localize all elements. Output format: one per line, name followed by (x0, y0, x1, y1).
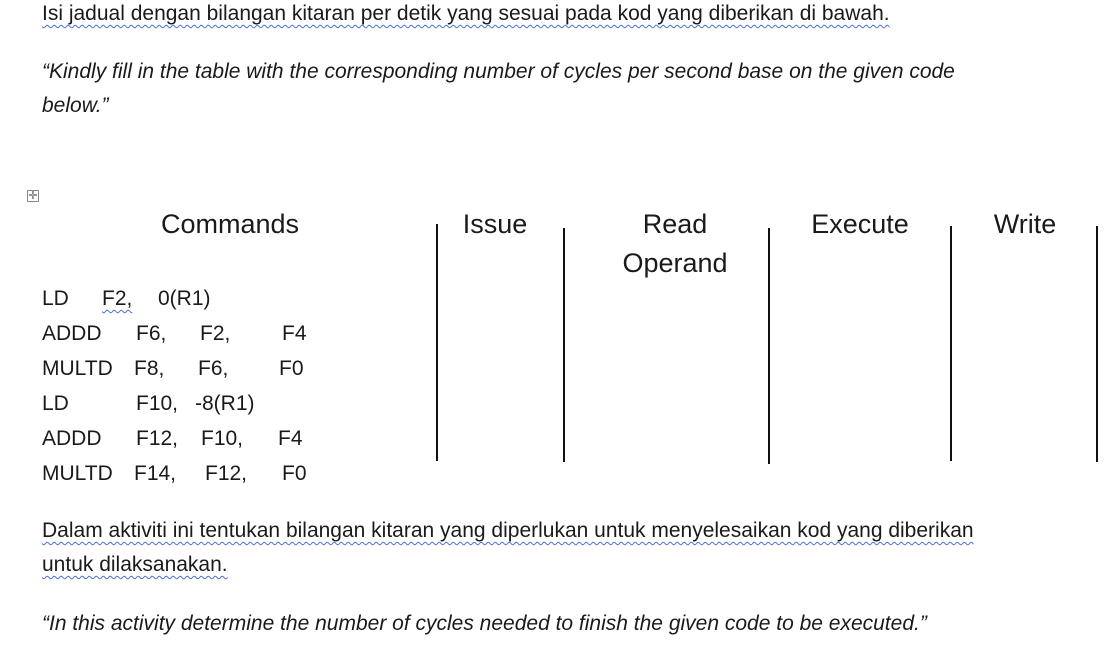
command-op: ADDD (42, 322, 102, 345)
command-arg-2: F12, (205, 462, 248, 485)
command-arg-2: 0(R1) (158, 287, 211, 310)
command-arg-3: F4 (278, 427, 303, 450)
command-arg-1: F12, (136, 427, 179, 450)
column-divider (768, 228, 770, 464)
command-arg-3: F0 (282, 462, 307, 485)
header-read-line1: Read (642, 209, 708, 239)
command-arg-2: F10, (201, 427, 244, 450)
column-divider (1096, 226, 1098, 462)
command-arg-2: F2, (200, 322, 231, 345)
instruction-english-line2: below.” (42, 94, 109, 117)
column-divider (436, 224, 438, 461)
command-arg-1: F2, (102, 287, 133, 310)
command-arg-1: F10, (136, 392, 179, 415)
header-read-operand (585, 205, 765, 283)
activity-malay (42, 514, 974, 582)
command-arg-1: F8, (134, 357, 165, 380)
command-arg-1: F14, (134, 462, 177, 485)
activity-english: “In this activity determine the number of cycles needed to finish the given code to be executed.” (42, 612, 927, 635)
header-write: Write (993, 209, 1057, 239)
command-op: LD (42, 287, 69, 310)
command-op: LD (42, 392, 69, 415)
activity-malay-line2: untuk dilaksanakan. (42, 553, 228, 576)
header-commands: Commands (160, 209, 300, 239)
command-arg-3: F0 (279, 357, 304, 380)
header-read-line2: Operand (622, 248, 728, 278)
column-divider (563, 228, 565, 462)
command-arg-2: F6, (198, 357, 229, 380)
command-arg-2: -8(R1) (195, 392, 255, 415)
activity-malay-line1: Dalam aktiviti ini tentukan bilangan kitaran yang diperlukan untuk menyelesaikan kod yang diberikan (42, 519, 974, 542)
header-execute: Execute (811, 209, 909, 239)
header-issue: Issue (462, 209, 528, 239)
move-handle-icon[interactable]: ✛ (28, 189, 38, 202)
instruction-english (42, 55, 955, 123)
command-arg-3: F4 (282, 322, 307, 345)
command-arg-1: F6, (136, 322, 167, 345)
instruction-malay: Isi jadual dengan bilangan kitaran per detik yang sesuai pada kod yang diberikan di bawah. (42, 2, 890, 25)
command-op: ADDD (42, 427, 102, 450)
instruction-english-line1: “Kindly fill in the table with the corresponding number of cycles per second base on the given code (42, 60, 955, 83)
command-op: MULTD (42, 462, 113, 485)
command-op: MULTD (42, 357, 113, 380)
column-divider (950, 226, 952, 461)
